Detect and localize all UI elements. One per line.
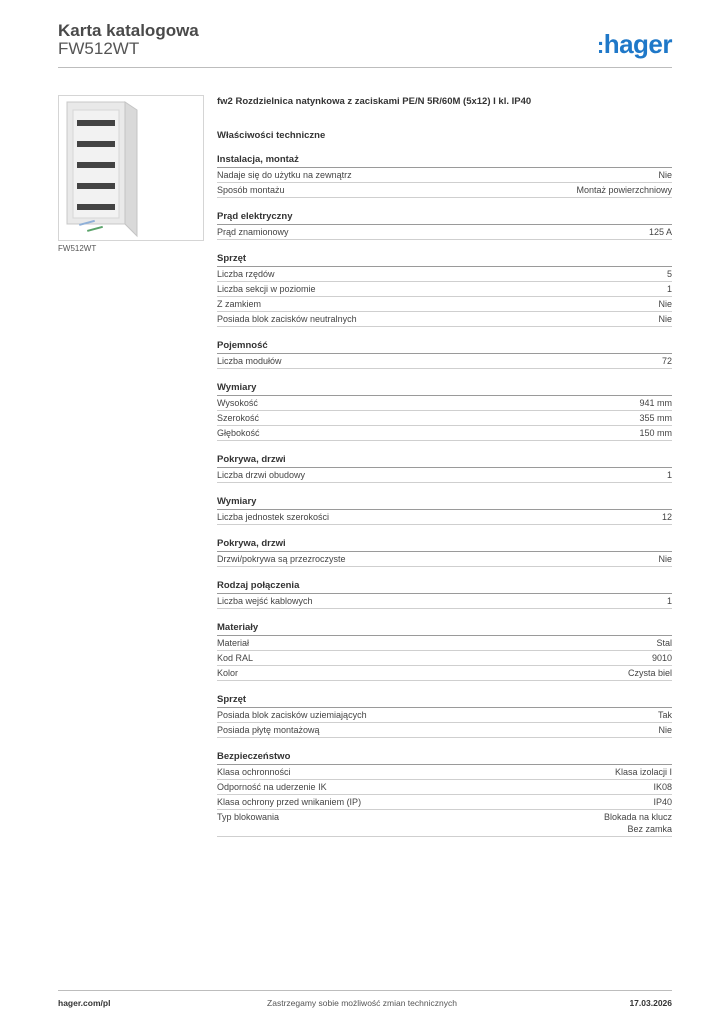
spec-value [653, 781, 672, 793]
spec-value [576, 184, 672, 196]
spec-row [217, 594, 672, 609]
spec-label: Liczba jednostek szerokości [217, 512, 330, 522]
spec-row [217, 468, 672, 483]
spec-value [649, 226, 672, 238]
footer-disclaimer: Zastrzegamy sobie możliwość zmian technicznych [267, 998, 457, 1008]
spec-row [217, 411, 672, 426]
spec-label: Kolor [217, 668, 239, 678]
spec-label: Typ blokowania [217, 812, 280, 822]
spec-value-line: 12 [661, 512, 672, 522]
spec-value-line: Nie [658, 554, 672, 564]
spec-value [604, 811, 672, 835]
spec-value-line: 150 mm [639, 428, 672, 438]
spec-section [217, 751, 672, 837]
footer-divider [58, 990, 672, 991]
product-image [58, 95, 204, 241]
section-title: Pojemność [217, 340, 672, 354]
spec-label: Z zamkiem [217, 299, 262, 309]
spec-row [217, 552, 672, 567]
spec-value [658, 724, 672, 736]
spec-value-line: 5 [666, 269, 672, 279]
spec-value [662, 355, 672, 367]
spec-section [217, 253, 672, 327]
spec-row [217, 267, 672, 282]
spec-label: Liczba drzwi obudowy [217, 470, 306, 480]
spec-label: Liczba modułów [217, 356, 282, 366]
section-title: Materiały [217, 622, 672, 636]
spec-section [217, 496, 672, 525]
section-title: Wymiary [217, 382, 672, 396]
spec-value [658, 298, 672, 310]
spec-value [639, 427, 672, 439]
spec-row [217, 396, 672, 411]
spec-label: Liczba rzędów [217, 269, 275, 279]
section-title: Rodzaj połączenia [217, 580, 672, 594]
spec-section [217, 211, 672, 240]
spec-value-line: 355 mm [639, 413, 672, 423]
spec-value-line: Montaż powierzchniowy [576, 185, 672, 195]
hager-logo[interactable] [597, 29, 672, 60]
spec-row [217, 651, 672, 666]
spec-row [217, 723, 672, 738]
spec-label: Klasa ochrony przed wnikaniem (IP) [217, 797, 362, 807]
spec-value [658, 709, 672, 721]
spec-row [217, 765, 672, 780]
spec-value [639, 412, 672, 424]
spec-value-line: Nie [658, 170, 672, 180]
spec-value [658, 553, 672, 565]
spec-value-line: 125 A [648, 227, 672, 237]
page-title: Karta katalogowa [58, 21, 199, 40]
section-title: Prąd elektryczny [217, 211, 672, 225]
spec-value [639, 397, 672, 409]
image-caption: FW512WT [58, 244, 97, 253]
spec-row [217, 636, 672, 651]
spec-value-line: Nie [658, 299, 672, 309]
spec-value-line: IK08 [653, 782, 672, 792]
spec-value-line: Czysta biel [627, 668, 672, 678]
header-divider [58, 67, 672, 68]
spec-value [653, 796, 672, 808]
spec-section [217, 694, 672, 738]
section-title: Bezpieczeństwo [217, 751, 672, 765]
footer-link[interactable]: hager.com/pl [58, 998, 111, 1008]
spec-section [217, 454, 672, 483]
section-title: Sprzęt [217, 694, 672, 708]
spec-value [667, 268, 672, 280]
distribution-board-image [59, 96, 203, 240]
spec-value-line: Klasa izolacji I [614, 767, 672, 777]
spec-value [667, 283, 672, 295]
spec-sections [217, 154, 672, 837]
section-title: Wymiary [217, 496, 672, 510]
spec-value [656, 637, 672, 649]
spec-label: Klasa ochronności [217, 767, 291, 777]
spec-row [217, 312, 672, 327]
spec-row [217, 168, 672, 183]
spec-row [217, 795, 672, 810]
tech-heading: Właściwości techniczne [217, 130, 326, 141]
spec-value [652, 652, 672, 664]
spec-value-line: Nie [658, 725, 672, 735]
logo-dots-icon: : [596, 33, 604, 58]
spec-value-line: Stal [656, 638, 672, 648]
spec-row [217, 282, 672, 297]
spec-value [615, 766, 672, 778]
spec-value-line: Bez zamka [627, 824, 672, 834]
spec-label: Posiada płytę montażową [217, 725, 320, 735]
spec-value [628, 667, 672, 679]
spec-label: Wysokość [217, 398, 258, 408]
spec-row [217, 780, 672, 795]
spec-row [217, 666, 672, 681]
section-title: Sprzęt [217, 253, 672, 267]
spec-value-line: 1 [666, 284, 672, 294]
spec-label: Głębokość [217, 428, 260, 438]
spec-row [217, 183, 672, 198]
spec-row [217, 225, 672, 240]
spec-value [667, 469, 672, 481]
spec-value-line: Nie [658, 314, 672, 324]
section-title: Pokrywa, drzwi [217, 538, 672, 552]
spec-value-line: IP40 [653, 797, 672, 807]
spec-label: Sposób montażu [217, 185, 285, 195]
spec-label: Kod RAL [217, 653, 254, 663]
spec-label: Liczba sekcji w poziomie [217, 284, 316, 294]
spec-value-line: Tak [657, 710, 672, 720]
spec-value [658, 313, 672, 325]
spec-label: Prąd znamionowy [217, 227, 289, 237]
spec-section [217, 382, 672, 441]
spec-label: Odporność na uderzenie IK [217, 782, 327, 792]
spec-value-line: Blokada na klucz [603, 812, 672, 822]
spec-value-line: 9010 [651, 653, 672, 663]
spec-row [217, 354, 672, 369]
spec-value [662, 511, 672, 523]
spec-row [217, 510, 672, 525]
spec-value-line: 941 mm [639, 398, 672, 408]
spec-row [217, 810, 672, 837]
spec-value-line: 72 [661, 356, 672, 366]
spec-row [217, 708, 672, 723]
spec-section [217, 622, 672, 681]
spec-label: Posiada blok zacisków uziemiających [217, 710, 367, 720]
spec-value-line: 1 [666, 470, 672, 480]
spec-label: Drzwi/pokrywa są przezroczyste [217, 554, 346, 564]
spec-section [217, 538, 672, 567]
product-code: FW512WT [58, 39, 140, 58]
spec-label: Nadaje się do użytku na zewnątrz [217, 170, 352, 180]
spec-section [217, 340, 672, 369]
spec-row [217, 297, 672, 312]
spec-label: Posiada blok zacisków neutralnych [217, 314, 357, 324]
spec-content [217, 96, 672, 837]
spec-row [217, 426, 672, 441]
spec-value-line: 1 [666, 596, 672, 606]
spec-label: Szerokość [217, 413, 260, 423]
section-title: Pokrywa, drzwi [217, 454, 672, 468]
spec-section [217, 580, 672, 609]
spec-value [667, 595, 672, 607]
spec-value [658, 169, 672, 181]
product-description: fw2 Rozdzielnica natynkowa z zaciskami PE/N 5R/60M (5x12) I kl. IP40 [217, 96, 532, 107]
spec-label: Materiał [217, 638, 250, 648]
section-title: Instalacja, montaż [217, 154, 672, 168]
spec-section [217, 154, 672, 198]
footer-date: 17.03.2026 [629, 998, 672, 1008]
spec-label: Liczba wejść kablowych [217, 596, 313, 606]
logo-text: hager [603, 29, 672, 59]
